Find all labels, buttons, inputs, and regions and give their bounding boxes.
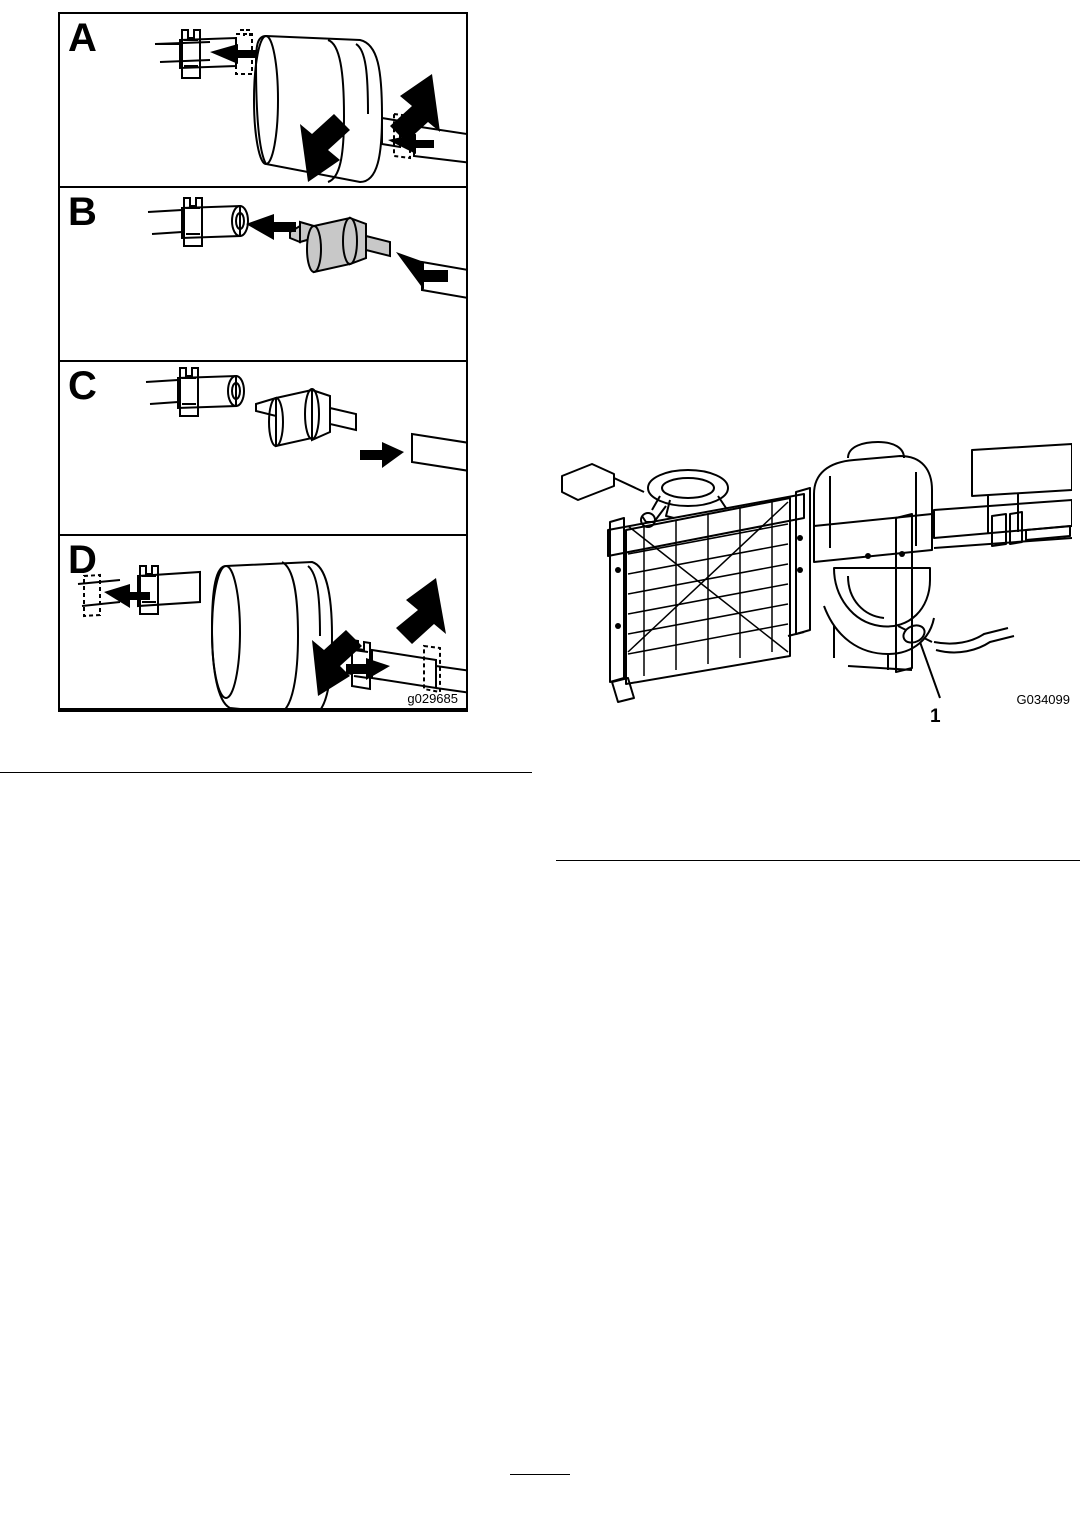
footer-rule — [510, 1474, 570, 1475]
figure-fuel-filter-replacement — [58, 12, 468, 712]
figure-panel-c — [60, 362, 466, 536]
panel-b-illustration — [60, 188, 466, 362]
panel-letter-d: D — [68, 538, 97, 582]
figure-id-right: G034099 — [1016, 692, 1070, 707]
callout-number-1: 1 — [930, 706, 941, 727]
figure-panel-d — [60, 536, 466, 710]
panel-c-illustration — [60, 362, 466, 536]
panel-a-illustration — [60, 14, 466, 188]
figure-panel-a — [60, 14, 466, 188]
separator-rule-right — [556, 860, 1080, 861]
machine-illustration — [548, 430, 1072, 730]
figure-machine-overview — [548, 430, 1072, 730]
figure-panel-b — [60, 188, 466, 362]
separator-rule-left — [0, 772, 532, 773]
figure-id-left: g029685 — [407, 691, 458, 706]
panel-letter-c: C — [68, 364, 97, 408]
panel-d-illustration — [60, 536, 466, 710]
panel-letter-a: A — [68, 16, 97, 60]
panel-letter-b: B — [68, 190, 97, 234]
